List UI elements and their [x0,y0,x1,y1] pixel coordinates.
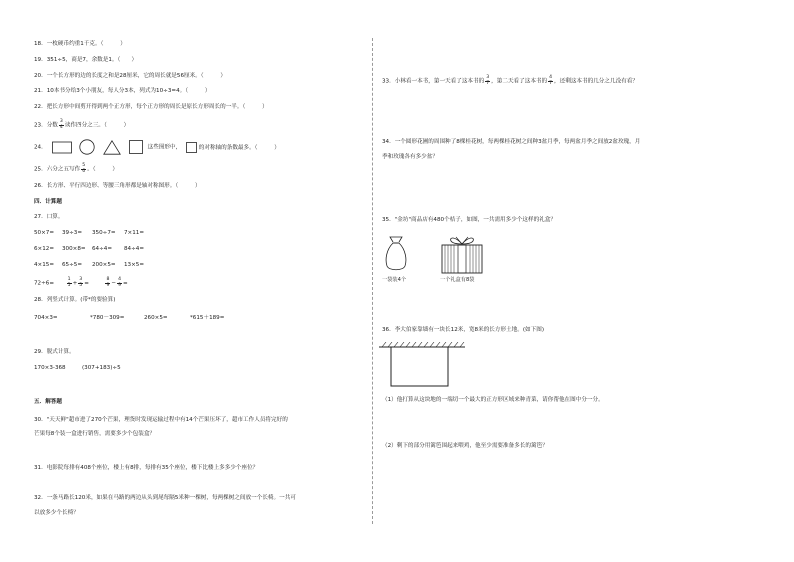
question-22: 22．把长方形中间剪开得到两个正方形，每个正方形的周长是原长方形周长的一半。（ ） [34,104,268,110]
denominator: 7 [486,80,490,86]
q24-text-a: 24． [34,144,47,151]
numerator: 4 [549,75,553,80]
expression-item: (307+183)÷5 [82,365,121,371]
numerator: 4 [118,277,121,282]
vertical-calc-item: *780－309= [90,315,125,321]
gift-box-label: 一个礼盒有8袋 [440,277,475,283]
numerator: 3 [79,277,83,282]
question-31: 31．电影院每排有408个座位，楼上有8排，每排有35个座位，楼下比楼上多多少个座位？ [34,465,259,471]
question-29: 29．脱式计算。 [34,349,75,355]
denominator: 5 [79,282,83,288]
oral-calc-item: 13×5= [124,262,145,268]
column-divider [372,38,373,524]
question-18: 18．一枚硬币约重1千克。（ ） [34,41,126,47]
q24-text-b: 这些图形中， [147,144,182,151]
numerator: 3 [486,75,490,80]
denominator: 9 [106,282,110,288]
question-27: 27．口算。 [34,214,64,220]
oral-calc-item: 65÷5= [62,262,83,268]
fraction [59,120,64,130]
section-solve-heading: 五．解答题 [34,399,62,405]
question-36-part-1: （1）他打算从这块地的一端切一个最大的正方形区域来种青菜，请你帮他在图中分一分。 [382,397,604,403]
circle-icon [79,139,95,155]
question-30-line-2: 芒果每8个装一盒进行销售，需要多少个包装盒？ [34,431,156,437]
question-34-line-1: 34．一个圆形花圃的周围种了8棵桂花树，每两棵桂花树之间种3盆月季，每两盆月季之间放2盆玫瑰，月 [382,139,641,145]
question-26: 26．长方形、平行四边形、等腰三角形都是轴对称图形。（ ） [34,183,201,189]
equals-sign: = [123,280,128,287]
oral-calc-item: 84÷4= [124,246,145,252]
oral-calc-item: 64÷4= [92,246,113,252]
land-diagram [378,342,466,388]
question-33 [382,76,638,86]
vertical-calc-item: 704×3= [34,315,58,321]
question-20: 20．一个长方形的边的长度之和是28厘米，它的周长就是56厘米。（ ） [34,73,226,79]
oral-calc-item: 72÷6= [34,280,55,287]
oral-calc-item: 300×8= [62,246,86,252]
fraction [78,278,83,288]
square-icon [186,142,197,153]
question-36-part-2: （2）剩下的部分用篱笆围起来喂鸡，他至少需要准备多长的篱笆？ [382,443,548,449]
oral-calc-item: 4×15= [34,262,55,268]
numerator: 8 [106,277,110,282]
oral-calc-item: 50×7= [34,230,55,236]
square-icon [129,140,143,154]
triangle-icon [103,140,121,155]
q33-text-a: 33．小林看一本书，第一天看了这本书的 [382,78,485,85]
q25-text-b: 。（ ） [87,166,118,173]
question-25 [34,164,118,174]
fraction [485,76,490,86]
fraction [81,164,86,174]
question-32-line-1: 32．一条马路长120米，如果在马路的两边从头到尾每隔5米种一棵树，每两棵树之间放一个长椅。一共可 [34,495,296,501]
equals-sign: = [84,280,89,287]
question-21: 21．10本书分给3个小朋友，每人分3本，列式为10÷3=4。（ ） [34,88,211,94]
q33-text-b: ，第二天看了这本书的 [491,78,548,85]
oral-calc-item: 39÷3= [62,230,83,236]
question-36: 36．李大伯家靠墙有一块长12米，宽8米的长方形土地。(如下图) [382,327,545,333]
numerator: 5 [82,163,86,168]
numerator: 1 [67,277,71,282]
q23-text-a: 23．分数 [34,122,58,129]
q25-text-a: 25．六分之五写作 [34,166,81,173]
question-34-line-2: 季和玫瑰各有多少盆？ [382,154,438,160]
operator: − [111,280,117,287]
oral-calc-item: 7×11= [124,230,145,236]
question-28: 28．列竖式计算。(带*的要验算) [34,297,116,303]
vertical-calc-item: 260×5= [144,315,168,321]
question-24 [34,139,280,155]
bag-icon [384,236,408,272]
question-32-line-2: 以放多少个长椅？ [34,510,79,516]
fraction [548,76,553,86]
fraction [67,278,72,288]
denominator: 4 [59,124,63,130]
vertical-calc-item: *615＋189= [190,315,225,321]
fraction [117,278,122,288]
question-35: 35．"金坊"商品店有480个桔子，如图，一共需用多少个这样的礼盒？ [382,217,556,223]
denominator: 5 [67,282,71,288]
q23-text-b: 读作四分之三。（ ） [64,122,130,129]
bag-label: 一袋装4个 [382,277,407,283]
question-19: 19．351÷5，商是7，余数是1。（ ） [34,57,138,63]
operator: + [72,280,78,287]
question-23 [34,120,129,130]
numerator: 3 [59,119,63,124]
section-calc-heading: 四．计算题 [34,199,62,205]
rectangle-icon [52,141,72,154]
q24-text-c: 的对称轴的条数最多。（ ） [198,144,280,151]
oral-calc-item: 350÷7= [92,230,116,236]
oral-calc-item: 200×5= [92,262,116,268]
denominator: 6 [82,168,86,174]
denominator: 9 [118,282,121,288]
expression-item: 170×3-368 [34,365,66,371]
oral-calc-item: 6×12= [34,246,55,252]
oral-calc-row-fractions [34,278,128,288]
gift-box-icon [441,234,483,274]
denominator: 7 [549,80,553,86]
fraction [105,278,110,288]
question-30-line-1: 30．"天天鲜"超市进了270个芒果，理货时发现运输过程中有14个芒果压坏了，超市工作人员将完好的 [34,417,288,423]
q33-text-c: ，还剩这本书的几分之几没有看？ [554,78,638,85]
